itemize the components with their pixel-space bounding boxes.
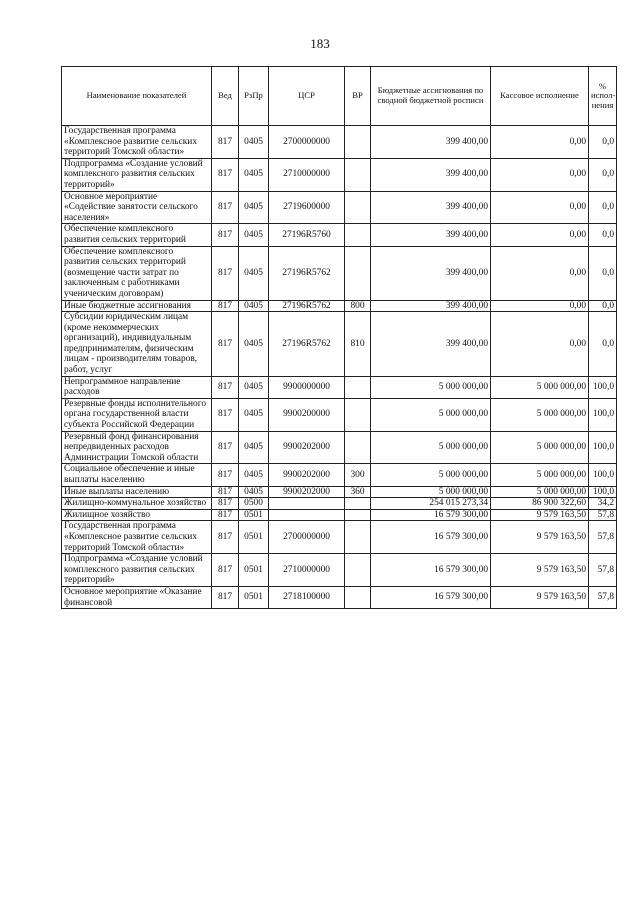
row-pct: 100,0 [589,376,617,398]
row-name: Резервный фонд финансирования непредвиденных расходов Администрации Томской области [62,431,212,464]
row-ved: 817 [212,486,239,498]
row-ved: 817 [212,158,239,191]
row-ved: 817 [212,191,239,224]
row-ved: 817 [212,376,239,398]
row-pct: 57,8 [589,509,617,521]
row-pct: 100,0 [589,431,617,464]
row-rzpr: 0405 [239,191,269,224]
row-name: Иные выплаты населению [62,486,212,498]
row-csr: 2719600000 [269,191,345,224]
row-cash: 9 579 163,50 [491,554,589,587]
row-rzpr: 0405 [239,126,269,159]
row-name: Обеспечение комплексного развития сельских территорий [62,224,212,246]
row-vr [345,126,371,159]
row-ved: 817 [212,521,239,554]
table-header-row [62,67,617,126]
row-pct: 0,0 [589,191,617,224]
row-budget: 5 000 000,00 [371,376,491,398]
row-ved: 817 [212,509,239,521]
row-pct: 0,0 [589,246,617,300]
table-row [62,464,617,486]
row-name: Субсидии юридическим лицам (кроме некоммерческих организаций), индивидуальным предпринимателям, физическим лицам - производителям товаров, работ, услуг [62,312,212,377]
row-pct: 57,8 [589,554,617,587]
row-pct: 100,0 [589,486,617,498]
row-name: Государственная программа «Комплексное развитие сельских территорий Томской области» [62,521,212,554]
row-name: Социальное обеспечение и иные выплаты населению [62,464,212,486]
row-cash: 5 000 000,00 [491,486,589,498]
header-name: Наименование показателей [62,67,212,126]
row-csr: 9900202000 [269,486,345,498]
row-csr: 2710000000 [269,158,345,191]
row-vr: 360 [345,486,371,498]
header-rzpr: РзПр [239,67,269,126]
row-ved: 817 [212,312,239,377]
row-name: Обеспечение комплексного развития сельских территорий (возмещение части затрат по заключенным с работниками ученическим договорам) [62,246,212,300]
row-name: Основное мероприятие «Оказание финансовой [62,586,212,608]
table-row [62,376,617,398]
row-budget: 254 015 273,34 [371,498,491,510]
row-cash: 0,00 [491,126,589,159]
row-vr: 800 [345,300,371,312]
row-vr [345,431,371,464]
row-cash: 0,00 [491,312,589,377]
header-vr: ВР [345,67,371,126]
row-pct: 100,0 [589,464,617,486]
row-vr [345,158,371,191]
table-row [62,554,617,587]
row-budget: 16 579 300,00 [371,554,491,587]
row-budget: 399 400,00 [371,246,491,300]
header-budget: Бюджетные ассигнования по сводной бюджетной росписи [371,67,491,126]
row-ved: 817 [212,586,239,608]
row-name: Подпрограмма «Создание условий комплексного развития сельских территорий» [62,158,212,191]
row-cash: 0,00 [491,224,589,246]
row-budget: 399 400,00 [371,126,491,159]
row-pct: 0,0 [589,126,617,159]
row-rzpr: 0405 [239,158,269,191]
row-ved: 817 [212,554,239,587]
row-cash: 0,00 [491,300,589,312]
row-rzpr: 0405 [239,300,269,312]
row-rzpr: 0405 [239,486,269,498]
row-pct: 0,0 [589,158,617,191]
row-ved: 817 [212,246,239,300]
row-cash: 9 579 163,50 [491,509,589,521]
row-vr [345,398,371,431]
row-ved: 817 [212,300,239,312]
row-rzpr: 0501 [239,586,269,608]
row-vr [345,191,371,224]
row-csr: 9900200000 [269,398,345,431]
row-rzpr: 0501 [239,554,269,587]
row-rzpr: 0405 [239,312,269,377]
row-csr: 2700000000 [269,126,345,159]
row-cash: 5 000 000,00 [491,464,589,486]
row-rzpr: 0501 [239,521,269,554]
row-ved: 817 [212,398,239,431]
row-budget: 5 000 000,00 [371,398,491,431]
header-cash: Кассовое исполнение [491,67,589,126]
row-name: Подпрограмма «Создание условий комплексного развития сельских территорий» [62,554,212,587]
row-vr [345,376,371,398]
row-csr: 9900202000 [269,431,345,464]
row-budget: 399 400,00 [371,312,491,377]
row-budget: 399 400,00 [371,300,491,312]
row-rzpr: 0405 [239,398,269,431]
row-name: Жилищно-коммунальное хозяйство [62,498,212,510]
row-name: Иные бюджетные ассигнования [62,300,212,312]
table-row [62,509,617,521]
table-row [62,521,617,554]
row-csr [269,509,345,521]
row-csr: 27196R5762 [269,300,345,312]
row-name: Государственная программа «Комплексное развитие сельских территорий Томской области» [62,126,212,159]
table-row [62,126,617,159]
row-cash: 5 000 000,00 [491,376,589,398]
row-vr [345,224,371,246]
row-budget: 16 579 300,00 [371,509,491,521]
table-row [62,586,617,608]
row-rzpr: 0405 [239,431,269,464]
row-ved: 817 [212,224,239,246]
table-row [62,224,617,246]
row-csr: 2718100000 [269,586,345,608]
header-pct: % испол-нения [589,67,617,126]
row-name: Непрограммное направление расходов [62,376,212,398]
row-budget: 5 000 000,00 [371,464,491,486]
row-vr [345,498,371,510]
row-budget: 5 000 000,00 [371,486,491,498]
row-pct: 57,8 [589,521,617,554]
row-vr [345,246,371,300]
row-csr: 2700000000 [269,521,345,554]
table-row [62,300,617,312]
row-rzpr: 0500 [239,498,269,510]
row-csr [269,498,345,510]
row-cash: 86 900 322,60 [491,498,589,510]
row-rzpr: 0405 [239,464,269,486]
row-rzpr: 0405 [239,246,269,300]
row-vr [345,521,371,554]
row-csr: 27196R5760 [269,224,345,246]
row-vr [345,509,371,521]
budget-execution-table [61,66,617,609]
row-cash: 0,00 [491,246,589,300]
row-rzpr: 0405 [239,224,269,246]
header-csr: ЦСР [269,67,345,126]
row-vr [345,554,371,587]
row-csr: 2710000000 [269,554,345,587]
table-row [62,398,617,431]
row-pct: 0,0 [589,312,617,377]
table-row [62,158,617,191]
row-budget: 16 579 300,00 [371,586,491,608]
row-budget: 399 400,00 [371,191,491,224]
row-ved: 817 [212,464,239,486]
row-vr [345,586,371,608]
row-cash: 9 579 163,50 [491,586,589,608]
row-cash: 0,00 [491,158,589,191]
page-number: 183 [310,36,330,51]
row-ved: 817 [212,431,239,464]
row-pct: 57,8 [589,586,617,608]
row-vr: 300 [345,464,371,486]
row-csr: 9900202000 [269,464,345,486]
row-ved: 817 [212,498,239,510]
row-pct: 100,0 [589,398,617,431]
table-row [62,246,617,300]
table-row [62,431,617,464]
table-row [62,498,617,510]
row-rzpr: 0405 [239,376,269,398]
row-cash: 9 579 163,50 [491,521,589,554]
row-name: Резервные фонды исполнительного органа государственной власти субъекта Российской Федерации [62,398,212,431]
row-csr: 27196R5762 [269,312,345,377]
row-csr: 9900000000 [269,376,345,398]
row-rzpr: 0501 [239,509,269,521]
table-row [62,486,617,498]
row-name: Основное мероприятие «Содействие занятости сельского населения» [62,191,212,224]
row-name: Жилищное хозяйство [62,509,212,521]
row-cash: 5 000 000,00 [491,431,589,464]
table-row [62,312,617,377]
row-budget: 16 579 300,00 [371,521,491,554]
row-vr: 810 [345,312,371,377]
row-ved: 817 [212,126,239,159]
row-budget: 5 000 000,00 [371,431,491,464]
row-cash: 5 000 000,00 [491,398,589,431]
row-pct: 0,0 [589,300,617,312]
row-cash: 0,00 [491,191,589,224]
row-pct: 0,0 [589,224,617,246]
header-ved: Вед [212,67,239,126]
row-budget: 399 400,00 [371,224,491,246]
row-pct: 34,2 [589,498,617,510]
table-row [62,191,617,224]
row-budget: 399 400,00 [371,158,491,191]
row-csr: 27196R5762 [269,246,345,300]
